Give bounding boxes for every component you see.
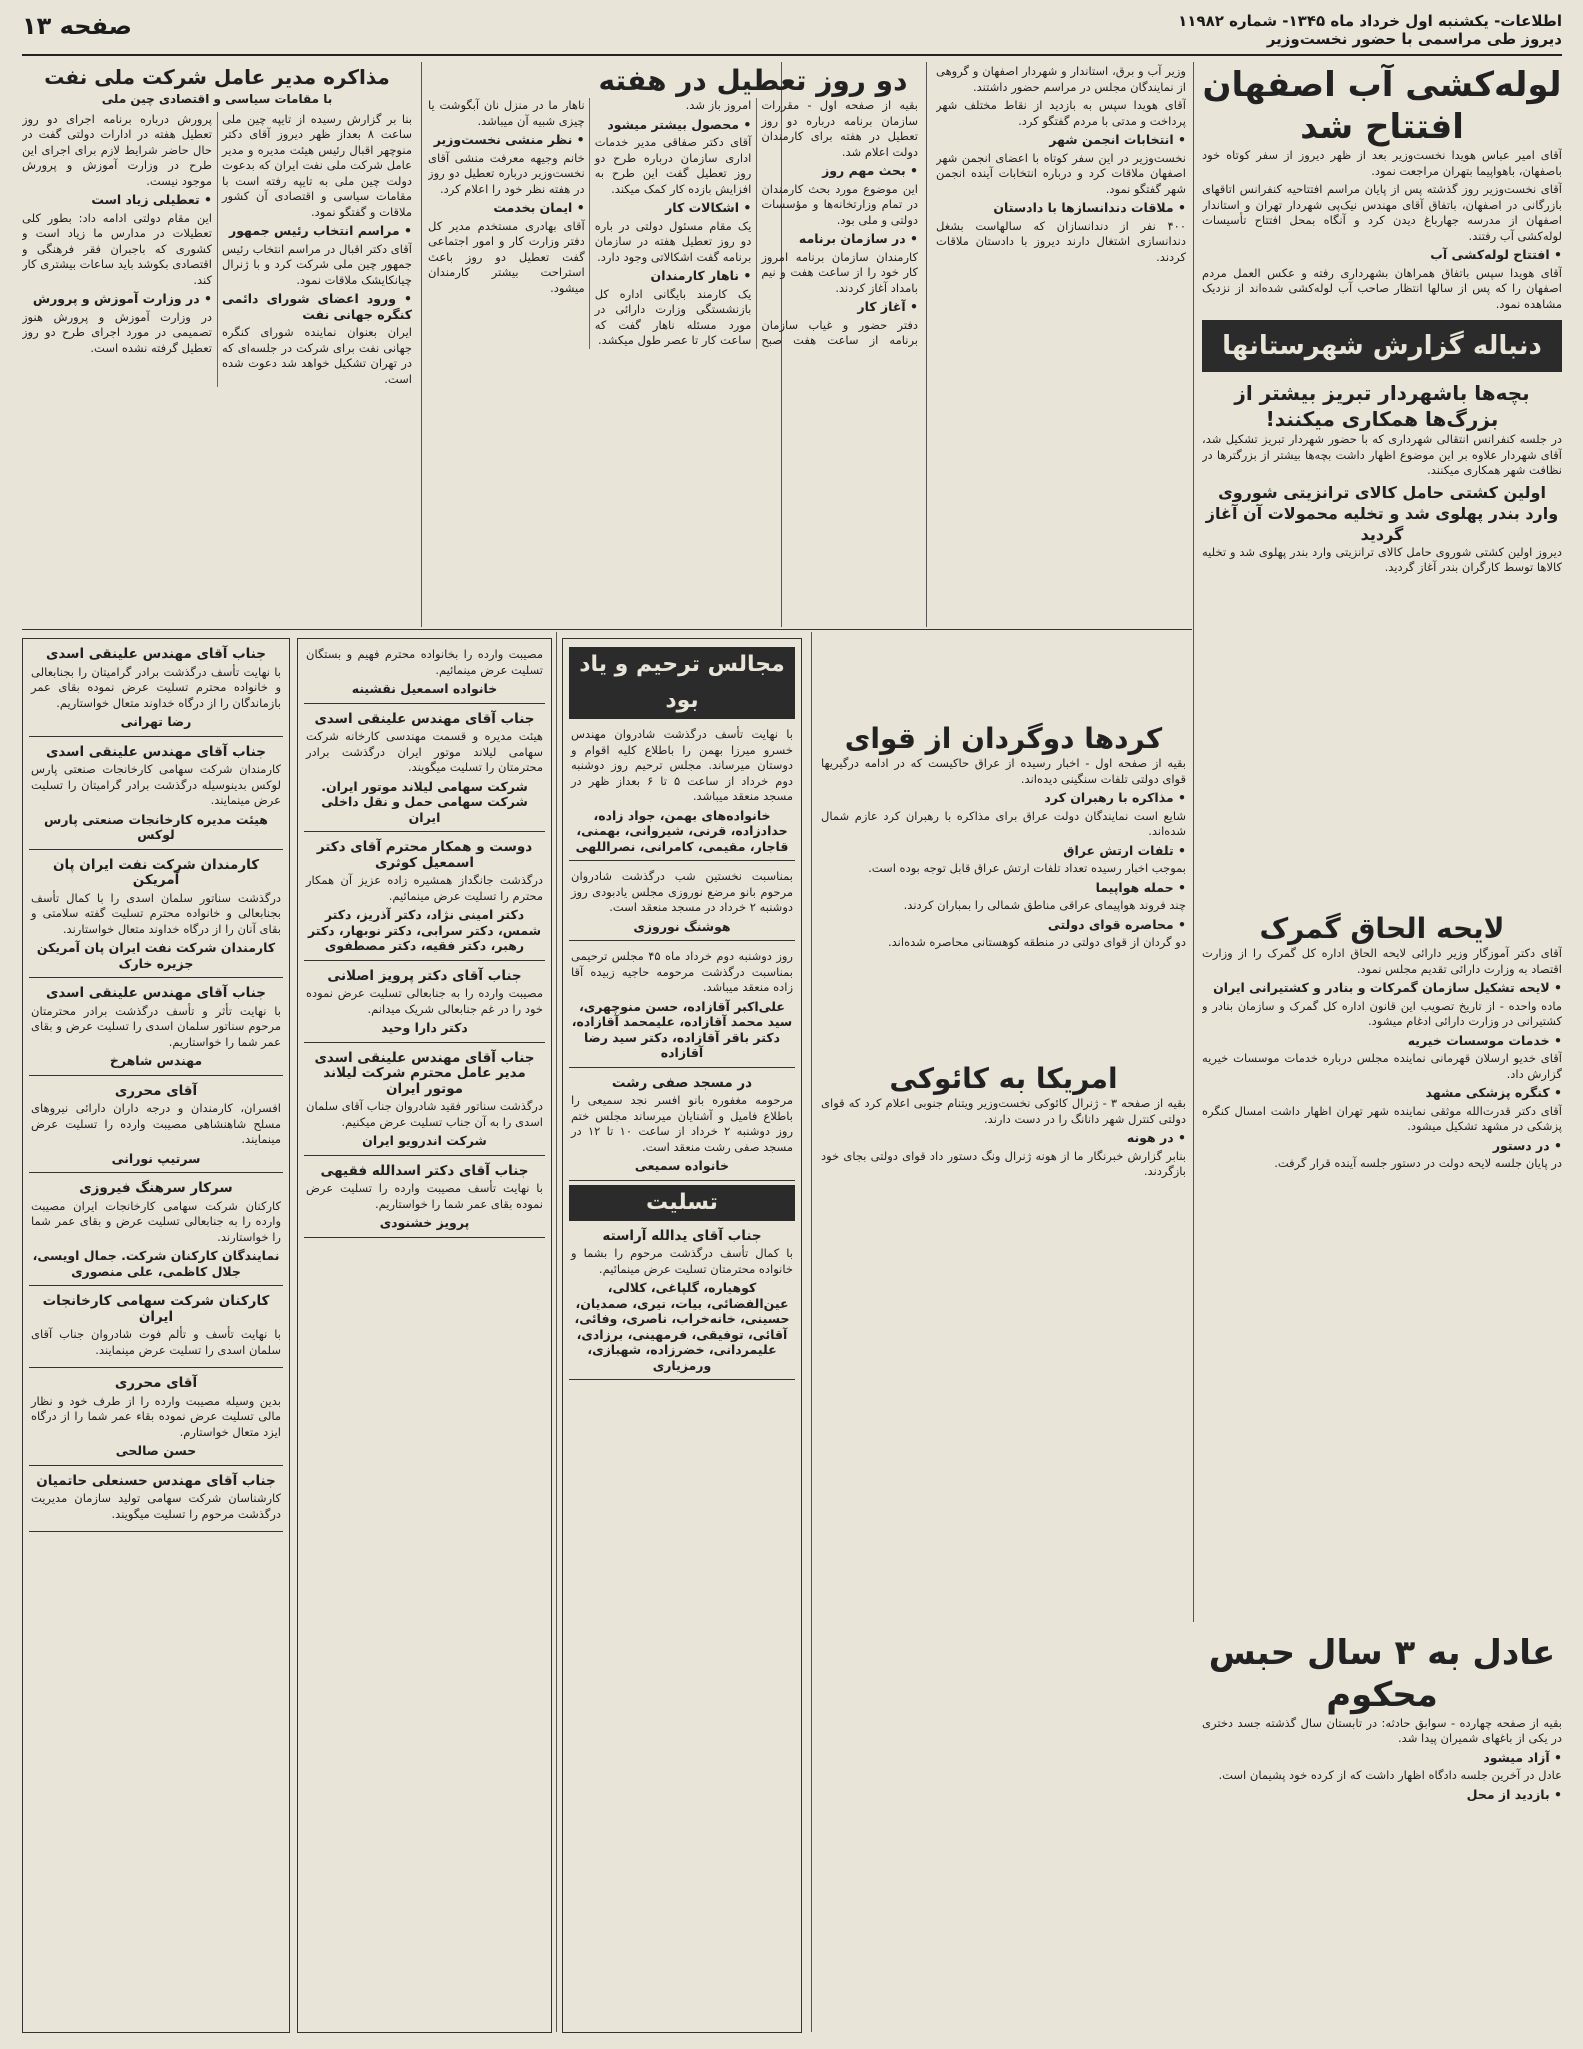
- notice-signature: دکتر دارا وحید: [381, 1020, 468, 1035]
- notice-text: مصیبت وارده را به جنابعالی تسلیت عرض نموده خود را در غم جنابعالی شریک میدانم.: [306, 986, 543, 1016]
- notice-signature: شرکت اندرویو ایران: [362, 1133, 487, 1148]
- column-rule: [556, 632, 557, 2032]
- paragraph: آقای دکتر آموزگار وزیر دارائی لایحه الحاق اداره کل گمرک را از وزارت اقتصاد به وزارت دارائی تقدیم مجلس نمود.: [1202, 946, 1562, 976]
- paragraph: دفتر حضور و غیاب سازمان برنامه از ساعت هفت صبح امروز باز شد.: [685, 98, 918, 347]
- notice-text: کارکنان شرکت سهامی کارخانجات ایران مصیبت وارده را به جنابعالی تسلیت عرض و بقای عمر شما را خواستارند.: [31, 1198, 281, 1244]
- notice-title: جناب آقای مهندس علینقی اسدی: [46, 646, 266, 662]
- subheading: • خدمات موسسات خیریه: [1407, 1032, 1562, 1048]
- notice-text: افسران، کارمندان و درجه داران دارائی نیروهای مسلح شاهنشاهی مصیبت وارده را تسلیت عرض مینمایند.: [31, 1101, 281, 1146]
- paragraph: آقای نخست‌وزیر روز گذشته پس از پایان مراسم افتتاحیه کنفرانس اتاقهای بازرگانی در اصفهان، باتفاق آقای مهندس نیک‌پی شهردار تهران و استاندار اصفهان از مدرسه جهارباغ دیدن کرد و آنگاه بمحل افتتاح تأسیسات لوله‌کشی آب رفتند.: [1202, 182, 1562, 243]
- subheading: • در هونه: [1126, 1130, 1186, 1145]
- condolence-band: تسلیت: [569, 1185, 795, 1221]
- notice-signature: شرکت سهامی لیلاند موتور ایران. شرکت سهامی حمل و نقل داخلی ایران: [321, 778, 528, 825]
- column-rule: [1193, 62, 1194, 1622]
- notice-text: با نهایت تأسف درگذشت برادر گرامیتان را بجنابعالی و خانواده محترم تسلیت عرض نموده بقای عمر بازماندگان را از درگاه خداوند متعال خواستاریم.: [31, 664, 281, 710]
- notice-signature: خانواده سمیعی: [634, 1158, 730, 1173]
- paragraph: ناهار ما در منزل نان آبگوشت یا چیزی شبیه آن میباشد.: [428, 98, 585, 128]
- newspaper-page: [22, 12, 1562, 2037]
- notice-text: روز دوشنبه دوم خرداد ماه ۴۵ مجلس ترحیمی بمناسبت درگذشت مرحومه حاجیه زبیده آقا زاده منعقد میباشد.: [571, 949, 793, 994]
- notice: [304, 1160, 545, 1238]
- paragraph: بقیه از صفحه اول - اخبار رسیده از عراق حاکیست که در ادامه درگیریها قوای دولتی تلفات سنگینی دیده‌اند.: [821, 756, 1186, 786]
- subheading: • کنگره پزشکی مشهد: [1425, 1085, 1562, 1100]
- notice-title: جناب آقای مهندس علینقی اسدی: [46, 743, 266, 760]
- paragraph: آقای خدیو ارسلان قهرمانی نماینده مجلس درباره خدمات موسسات خیریه گزارش داد.: [1202, 1051, 1562, 1081]
- subheading: • بازدید از محل: [1466, 1786, 1562, 1802]
- article-nioc-china: [22, 64, 412, 624]
- subheading: • افتتاح لوله‌کشی آب: [1430, 247, 1562, 262]
- notice: [29, 1177, 283, 1286]
- paragraph: آقای بهادری مستخدم مدیر کل دفتر وزارت کار و امور اجتماعی گفت تعطیل دو روز باعث استراحت بیشتر کارمندان میشود.: [428, 218, 585, 295]
- mourning-notices-middle: [297, 638, 552, 2033]
- subheading: • انتخابات انجمن شهر: [1049, 132, 1186, 147]
- notice-text: بمناسبت نخستین شب درگذشت شادروان مرحوم بانو مرضع نوروزی مجلس یادبودی روز دوشنبه ۲ خرداد در مسجد منعقد است.: [571, 869, 793, 914]
- notice-text: درگذشت جانگداز همشیره زاده عزیز آن همکار محترم را تسلیت عرض مینمائیم.: [306, 873, 543, 903]
- notice-signature: هیئت مدیره کارخانجات صنعتی پارس لوکس: [44, 811, 268, 842]
- subheading: • مراسم انتخاب رئیس جمهور: [229, 223, 412, 238]
- notice: [29, 854, 283, 979]
- notice-title: جناب آقای مهندس علینقی اسدی: [314, 710, 535, 727]
- kicker-line: دیروز طی مراسمی با حضور نخست‌وزیر: [1266, 30, 1562, 48]
- notice-text: با نهایت تأثر و تأسف درگذشت برادر محترمتان مرحوم سناتور سلمان اسدی را تسلیت عرض و بقای عمر شما را خواستاریم.: [31, 1003, 281, 1049]
- paragraph: در پایان جلسه لایحه دولت در دستور جلسه آینده قرار گرفت.: [1274, 1156, 1562, 1170]
- article-isfahan-continued: [936, 64, 1186, 624]
- paragraph: این موضوع مورد بحث کارمندان در تمام وزارتخانه‌ها و مؤسسات دولتی و ملی بود.: [761, 181, 918, 227]
- subheading: • حمله هواپیما: [1095, 879, 1186, 895]
- notice-title: جناب آقای مهندس علینقی اسدی مدیر عامل محترم شرکت لیلاند موتور ایران: [314, 1049, 535, 1097]
- notice-title: آقای محرری: [114, 1082, 198, 1099]
- paragraph: چند فروند هواپیمای عراقی مناطق شمالی را بمباران کردند.: [903, 898, 1186, 912]
- notice-title: سرکار سرهنگ فیروزی: [79, 1180, 233, 1196]
- notice-text: مصیبت وارده را بخانواده محترم فهیم و بستگان تسلیت عرض مینمائیم.: [306, 647, 543, 677]
- paragraph: شایع است نمایندگان دولت عراق برای مذاکره با رهبران کرد عازم شمال شده‌اند.: [821, 808, 1186, 838]
- notice: [29, 1470, 283, 1533]
- paragraph: دو گردان از قوای دولتی در منطقه کوهستانی محاصره شده‌اند.: [887, 935, 1186, 949]
- mourning-band: مجالس ترحیم و یاد بود: [569, 647, 795, 719]
- headline-america-ky: امریکا به کائوکی: [889, 1062, 1118, 1095]
- paragraph: بنابر گزارش خبرنگار ما از هونه ژنرال ونگ دستور داد قوای دولتی بجای خود بازگردند.: [821, 1148, 1186, 1178]
- paragraph: ۴۰۰ نفر از دندانسازان که سالهاست بشغل دندانسازی اشتغال دارند دیروز با دادستان ملاقات کردند.: [936, 218, 1186, 264]
- section-rule: [22, 629, 1192, 630]
- notice-title: در مسجد صفی رشت: [611, 1074, 753, 1091]
- notice: [304, 708, 545, 833]
- notice-signature: کوهیاره، گلپاغی، کلالی، عین‌الفضائی، بیات، نیری، صمدیان، حسینی، خانه‌خراب، ناصری، وفائی، آقائی، توفیقی، فرمهینی، برزادی، علیمردانی، خضرزاده، شهبازی، ورمزیاری: [574, 1280, 790, 1373]
- masthead-info: [1178, 12, 1562, 48]
- notice: [304, 1047, 545, 1156]
- headline-two-day-holiday: دو روز تعطیل در هفته: [598, 64, 908, 97]
- mourning-notices-right: [562, 638, 802, 2033]
- notice-title: جناب آقای دکتر اسدالله فقیهی: [320, 1162, 529, 1179]
- subheading: • اشکالات کار: [665, 200, 752, 215]
- notice-text: با نهایت تأسف درگذشت شادروان مهندس خسرو میرزا بهمن را باطلاع کلیه اقوام و دوستان میرساند. مجلس ترحیم روز دوشنبه دوم خرداد از ساعت ۵ تا ۶ بعداز ظهر در مسجد منعقد میباشد.: [571, 727, 793, 803]
- notice-text: درگذشت سناتور فقید شادروان جناب آقای سلمان اسدی را به آن جناب تسلیت عرض میکنیم.: [306, 1099, 543, 1129]
- page-number: صفحه ۱۳: [22, 12, 132, 40]
- subheading: • مذاکره با رهبران کرد: [1044, 790, 1186, 805]
- notice-title: جناب آقای مهندس علینقی اسدی: [46, 985, 266, 1001]
- provinces-report-band: دنباله گزارش شهرستانها: [1202, 320, 1562, 372]
- notice: [29, 1290, 283, 1368]
- subheading: • نظر منشی نخست‌وزیر: [433, 132, 585, 147]
- subheading: • محصول بیشتر میشود: [607, 116, 752, 132]
- paragraph: در جلسه کنفرانس انتقالی شهرداری که با حضور شهردار تبریز تشکیل شد، آقای شهردار علاوه بر این موضوع اظهار داشت بچه‌ها بیشتر از بزرگترها در نظافت شهر همکاری میکنند.: [1202, 432, 1562, 477]
- headline-isfahan-water: لوله‌کشی آب اصفهان افتتاح شد: [1202, 65, 1562, 147]
- notice-title: کارمندان شرکت نفت ایران پان آمریکن: [52, 856, 260, 888]
- notice-text: کارمندان شرکت سهامی کارخانجات صنعتی پارس لوکس بدینوسیله درگذشت برادر گرامیتان را تسلیت عرض مینمایند.: [31, 762, 281, 807]
- notice-title: آقای محرری: [114, 1375, 198, 1391]
- notice: [304, 965, 545, 1043]
- paragraph: خانم وجیهه معرفت منشی آقای نخست‌وزیر درباره تعطیل دو روز در هفته نظر خود را اعلام کرد.: [428, 150, 585, 196]
- masthead: [22, 12, 1562, 56]
- paragraph: یک مقام مسئول دولتی در باره دو روز تعطیل هفته در سازمان برنامه گفت اشکالاتی وجود دارد.: [594, 218, 752, 264]
- article-customs: [1202, 912, 1562, 2032]
- mourning-notices-left: [22, 638, 290, 2033]
- paragraph: یک کارمند بایگانی اداره کل بازنشستگی وزارت دارائی در مورد مسئله ناهار گفت که ساعت کار تا عصر طول میکشد.: [594, 286, 752, 347]
- headline-kurds: کردها دوگردان از قوای: [844, 722, 1163, 755]
- notice: [569, 945, 795, 1068]
- notice-text: با کمال تأسف درگذشت مرحوم را بشما و خانواده محترمتان تسلیت عرض مینمائیم.: [571, 1246, 793, 1276]
- subheading: • تعطیلی زیاد است: [91, 192, 212, 207]
- column-rule: [811, 632, 812, 2032]
- subheading: • ورود اعضای شورای دائمی کنگره جهانی نفت: [222, 291, 412, 322]
- notice-title: جناب آقای دکتر پرویز اصلانی: [327, 967, 522, 984]
- notice-signature: پرویز خشنودی: [379, 1215, 470, 1230]
- notice-signature: خانواده‌های بهمن، جواد زاده، حدادزاده، قرنی، شیروانی، بهمنی، قاجار، مقیمی، کامرانی، نصراللهی: [575, 807, 789, 854]
- subheading: • ایمان بخدمت: [493, 200, 585, 215]
- paragraph: بقیه از صفحه چهارده - سوابق حادثه: در تابستان سال گذشته جسد دختری در یکی از باغهای شمیران پیدا شد.: [1202, 1715, 1562, 1745]
- notice-text: هیئت مدیره و قسمت مهندسی کارخانه شرکت سهامی لیلاند موتور ایران درگذشت برادر محترمتان را تسلیت میگویند.: [306, 729, 543, 774]
- headline-tabriz: بچه‌ها باشهردار تبریز بیشتر از بزرگ‌ها همکاری میکنند!: [1234, 381, 1530, 431]
- notice: [29, 741, 283, 850]
- issue-date-line: اطلاعات- یکشنبه اول خرداد ماه ۱۳۴۵- شماره ۱۱۹۸۲: [1178, 12, 1562, 30]
- notice: [569, 723, 795, 861]
- column-rule: [926, 62, 927, 627]
- notice-signature: کارمندان شرکت نفت ایران پان آمریکن جزیره خارک: [36, 940, 276, 971]
- paragraph: این مقام دولتی ادامه داد: بطور کلی تعطیلات در مدارس ما زیاد است و کشوری که باجبران فقر فرهنگی و اقتصادی بکوشد باید ساعات بیشتری کار کند.: [22, 210, 212, 287]
- notice-signature: هوشنگ نوروزی: [633, 918, 731, 934]
- paragraph: بقیه از صفحه ۳ - ژنرال کائوکی نخست‌وزیر ویتنام جنوبی اعلام کرد که قوای دولتی کنترل شهر دانانگ را در دست دارند.: [821, 1096, 1186, 1126]
- subheading: • ملاقات دندانسازها با دادستان: [993, 200, 1186, 215]
- paragraph: بنا بر گزارش رسیده از تایپه چین ملی ساعت ۸ بعداز ظهر دیروز آقای دکتر منوچهر اقبال رئیس هیئت مدیره و مدیر عامل شرکت ملی نفت ایران که بدعوت دولت چین ملی به تایپه رفته است با مقامات سیاسی و اقتصادی آن کشور ملاقات و گفتگو نمود.: [222, 111, 412, 219]
- notice-signature: مهندس شاهرخ: [109, 1053, 203, 1068]
- notice-title: دوست و همکار محترم آقای دکتر اسمعیل کوثری: [316, 839, 533, 871]
- headline-customs: لایحه الحاق گمرک: [1259, 912, 1505, 945]
- subheadline-nioc: با مقامات سیاسی و اقتصادی چین ملی: [101, 92, 333, 106]
- paragraph: آقای هویدا سپس به بازدید از نقاط مختلف شهر پرداخت و مدتی با مردم گفتگو کرد.: [936, 98, 1186, 128]
- paragraph: آقای دکتر قدرت‌الله موثقی نماینده شهر تهران اظهار داشت امسال کنگره پزشکی در مشهد تشکیل میشود.: [1202, 1103, 1562, 1133]
- notice: [304, 836, 545, 961]
- subheading: • لایحه تشکیل سازمان گمرکات و بنادر و کشتیرانی ایران: [1213, 980, 1562, 995]
- paragraph: ماده واحده - از تاریخ تصویب این قانون اداره کل گمرک و سازمان بنادر و کشتیرانی در وزارت دارائی ادغام میشود.: [1202, 998, 1562, 1028]
- subheading: • در دستور: [1492, 1137, 1562, 1153]
- notice-text: با نهایت تأسف و تألم فوت شادروان جناب آقای سلمان اسدی را تسلیت عرض مینمایند.: [31, 1327, 281, 1357]
- notice-signature: سرتیپ نورانی: [111, 1150, 201, 1166]
- notice: [29, 1080, 283, 1174]
- subheading: • بحث مهم روز: [822, 163, 918, 178]
- notice-signature: نمایندگان کارکنان شرکت. جمال اویسی، جلال کاظمی، علی منصوری: [32, 1248, 280, 1279]
- paragraph: کارمندان سازمان برنامه امروز کار خود را از ساعت هفت و نیم بامداد آغاز کردند.: [761, 249, 918, 295]
- subheading: • در وزارت آموزش و پرورش: [32, 291, 212, 306]
- subheading: • محاصره قوای دولتی: [1047, 916, 1186, 932]
- holiday-columns: [428, 98, 918, 349]
- paragraph: آقای هویدا سپس باتفاق همراهان بشهرداری رفته و عکس العمل مردم اصفهان را که پس از سالها انتظار صاحب آب لوله‌کشی شده‌اند از نزدیک مشاهده نمود.: [1202, 265, 1562, 311]
- paragraph: آقای دکتر صفاقی مدیر خدمات اداری سازمان درباره طرح دو روز تعطیل گفت این طرح به افزایش بازده کار کمک میکند.: [594, 135, 752, 196]
- notice: [29, 1372, 283, 1466]
- notice: [304, 643, 545, 704]
- column-rule: [421, 62, 422, 627]
- paragraph: در وزارت آموزش و پرورش هنوز تصمیمی در مورد اجرای طرح دو روز تعطیل گرفته نشده است.: [22, 309, 212, 355]
- notice: [569, 1072, 795, 1181]
- subheading: • آزاد میشود: [1483, 1749, 1562, 1765]
- notice: [29, 643, 283, 737]
- nioc-columns: [22, 112, 412, 388]
- notice-title: جناب آقای یدالله آراسته: [602, 1227, 762, 1244]
- paragraph: ایران بعنوان نماینده شورای کنگره جهانی نفت برای شرکت در جلسه‌ای که در تهران تشکیل خواهد شد دعوت شده است.: [222, 325, 412, 386]
- paragraph: بقیه از صفحه اول - مقررات سازمان برنامه درباره دو روز تعطیل در هفته برای کارمندان دولت اعلام شد.: [761, 98, 918, 159]
- subheading: • آغاز کار: [857, 299, 918, 314]
- subheading: • ناهار کارمندان: [650, 268, 752, 283]
- article-kurds: [821, 722, 1186, 1052]
- paragraph: عادل در آخرین جلسه دادگاه اظهار داشت که از کرده خود پشیمان است.: [1218, 1768, 1562, 1782]
- paragraph: نخست‌وزیر در این سفر کوتاه با اعضای انجمن شهر اصفهان ملاقات کرد و درباره انتخابات آینده انجمن شهر گفتگو نمود.: [936, 150, 1186, 196]
- article-two-day-holiday: [428, 64, 918, 624]
- notice-title: جناب آقای مهندس حسنعلی حاتمیان: [36, 1472, 276, 1489]
- notice-text: بدین وسیله مصیبت وارده را از طرف خود و نظار مالی تسلیت عرض نموده بقاء عمر شما را از درگاه ایزد متعال خواستارم.: [31, 1393, 281, 1439]
- notice-text: با نهایت تأسف مصیبت وارده را تسلیت عرض نموده بقای عمر شما را خواستاریم.: [306, 1181, 543, 1211]
- notice-text: درگذشت سناتور سلمان اسدی را با کمال تأسف بجنابعالی و خانواده محترم تسلیت گفته سلامتی و بقای آنان را از درگاه خداوند متعال خواستارند.: [31, 890, 281, 936]
- notice-text: کارشناسان شرکت سهامی تولید سازمان مدیریت درگذشت مرحوم را تسلیت میگویند.: [31, 1491, 281, 1521]
- paragraph: پرورش درباره برنامه اجرای دو روز تعطیل هفته در ادارات دولتی گفت در حال حاضر شرایط لازم برای اجرای این طرح در وزارت آموزش و پرورش موجود نیست.: [22, 111, 212, 188]
- headline-adel: عادل به ۳ سال حبس محکوم: [1208, 1632, 1556, 1715]
- paragraph: وزیر آب و برق، استاندار و شهردار اصفهان و گروهی از نمایندگان مجلس در مراسم حضور داشتند.: [936, 64, 1186, 94]
- headline-soviet-ship: اولین کشتی حامل کالای ترانزیتی شوروی وارد بندر پهلوی شد و تخلیه محمولات آن آغاز گردید: [1205, 482, 1559, 544]
- paragraph: آقای دکتر اقبال در مراسم انتخاب رئیس جمهور چین ملی شرکت کرد و با ژنرال چیانکایشک ملاقات نمود.: [222, 241, 412, 287]
- headline-nioc: مذاکره مدیر عامل شرکت ملی نفت: [44, 65, 390, 89]
- notice-title: کارکنان شرکت سهامی کارخانجات ایران: [42, 1293, 270, 1325]
- notice: [29, 982, 283, 1076]
- paragraph: دیروز اولین کشتی شوروی حامل کالای ترانزیتی وارد بندر پهلوی شد و تخلیه کالاها توسط کارگران بندر آغاز گردید.: [1202, 544, 1562, 574]
- subheading: • در سازمان برنامه: [798, 231, 918, 246]
- notice-signature: دکتر امینی نژاد، دکتر آذریز، دکتر شمس، دکتر سرابی، دکتر نوبهار، دکتر رهبر، دکتر فقیه، دکتر مصطفوی: [307, 907, 542, 953]
- notice-signature: حسن صالحی: [115, 1443, 197, 1458]
- notice: [569, 865, 795, 941]
- paragraph: آقای امیر عباس هویدا نخست‌وزیر بعد از ظهر دیروز از سفر کوتاه خود باصفهان، باهواپیما بتهران مراجعت نمود.: [1202, 148, 1562, 178]
- article-america-ky: [821, 1062, 1186, 2032]
- article-isfahan-water: [1202, 64, 1562, 904]
- notice-signature: رضا تهرانی: [120, 714, 192, 729]
- subheading: • تلفات ارتش عراق: [1063, 842, 1186, 858]
- paragraph: بموجب اخبار رسیده تعداد تلفات ارتش عراق قابل توجه بوده است.: [868, 861, 1186, 875]
- notice-text: مرحومه مغفوره بانو افسر نجد سمیعی را باطلاع فامیل و آشنایان میرساند مجلس ختم روز دوشنبه ۲ خرداد از ساعت ۱۰ تا ۱۲ در مسجد صفی رشت منعقد است.: [571, 1093, 794, 1154]
- notice: [569, 1225, 795, 1381]
- notice-signature: علی‌اکبر آقازاده، حسن منوچهری، سید محمد آقازاده، علیمحمد آقازاده، دکتر باقر آقازاده، دکتر سید رضا آقازاده: [571, 998, 793, 1060]
- notice-signature: خانواده اسمعیل نقشینه: [351, 681, 498, 696]
